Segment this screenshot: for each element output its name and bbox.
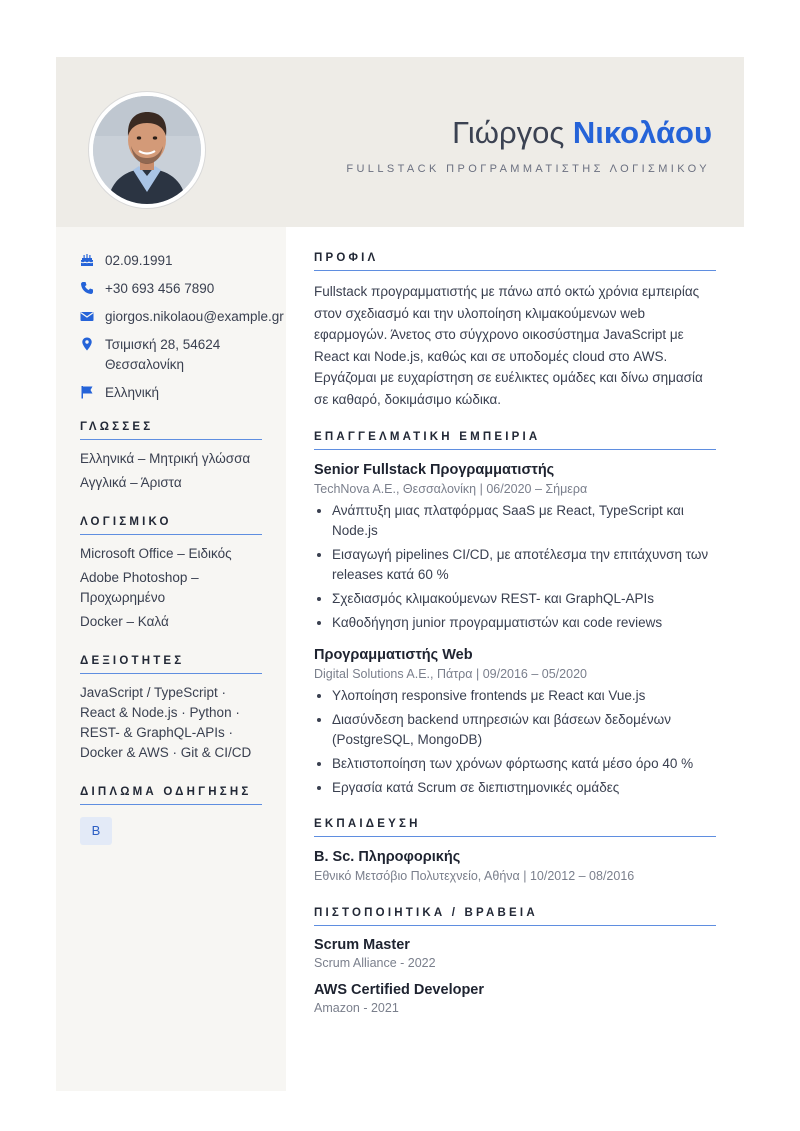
job-title: Senior Fullstack Προγραμματιστής — [314, 462, 555, 478]
main-content — [314, 227, 716, 1016]
software-heading: ΛΟΓΙΣΜΙΚΟ — [80, 516, 262, 535]
certificates-section — [314, 907, 716, 1016]
certificate-meta: Amazon - 2021 — [314, 1001, 399, 1015]
certificate-name: Scrum Master — [314, 937, 410, 953]
software-item: Docker – Καλά — [80, 614, 169, 629]
flag-icon — [80, 385, 94, 399]
last-name: Νικολάου — [572, 115, 712, 150]
job-meta: Digital Solutions A.E., Πάτρα | 09/2016 – 05/2020 — [314, 667, 587, 681]
contact-email — [80, 307, 286, 327]
job-bullets — [314, 686, 716, 798]
full-name — [452, 115, 712, 151]
software-item: Adobe Photoshop – Προχωρημένο — [80, 570, 199, 605]
profile-photo — [89, 92, 205, 208]
resume-header — [56, 57, 744, 227]
map-pin-icon — [80, 337, 94, 351]
job-title: FULLSTACK ΠΡΟΓΡΑΜΜΑΤΙΣΤΗΣ ΛΟΓΙΣΜΙΚΟΥ — [346, 163, 710, 175]
phone-icon — [80, 281, 94, 295]
address-value — [105, 335, 235, 375]
contact-address — [80, 335, 286, 375]
first-name: Γιώργος — [452, 115, 565, 150]
job-bullet: • Διασύνδεση backend υπηρεσιών και βάσεων δεδομένων (PostgreSQL, MongoDB) — [332, 710, 716, 750]
cake-icon — [80, 253, 94, 267]
job-bullets — [314, 501, 716, 633]
education-section — [314, 818, 716, 885]
job-bullet: • Υλοποίηση responsive frontends με React και Vue.js — [332, 686, 716, 706]
address-line2: Θεσσαλονίκη — [105, 357, 185, 372]
profile-section — [314, 252, 716, 410]
license-section — [80, 786, 262, 845]
language-item: Αγγλικά – Άριστα — [80, 475, 182, 490]
job-meta: TechNova A.E., Θεσσαλονίκη | 06/2020 – Σήμερα — [314, 482, 588, 496]
profile-heading: ΠΡΟΦΙΛ — [314, 252, 716, 271]
contact-list — [80, 251, 286, 411]
software-item: Microsoft Office – Ειδικός — [80, 546, 232, 561]
skills-text: JavaScript / TypeScript · React & Node.js · Python · REST- & GraphQL-APIs · Docker & AWS · Git & CI/CD — [80, 685, 252, 760]
job-bullet: • Εισαγωγή pipelines CI/CD, με αποτέλεσμα την επιτάχυνση των releases κατά 60 % — [332, 545, 716, 585]
nationality-value: Ελληνική — [105, 385, 160, 400]
certificate-meta: Scrum Alliance - 2022 — [314, 956, 436, 970]
certificate-item — [314, 981, 716, 1016]
skills-section — [80, 655, 262, 767]
license-category-badge: B — [80, 817, 112, 845]
experience-heading: ΕΠΑΓΓΕΛΜΑΤΙΚΗ ΕΜΠΕΙΡΙΑ — [314, 431, 716, 450]
languages-section — [80, 421, 262, 497]
degree-meta: Εθνικό Μετσόβιο Πολυτεχνείο, Αθήνα | 10/2012 – 08/2016 — [314, 869, 635, 883]
job-entry — [314, 645, 716, 798]
birthday-value: 02.09.1991 — [105, 253, 173, 268]
phone-value[interactable]: +30 693 456 7890 — [105, 281, 215, 296]
resume-page — [56, 57, 744, 1091]
contact-nationality — [80, 383, 286, 403]
address-line1: Τσιμισκή 28, 54624 — [105, 337, 221, 352]
job-bullet: • Βελτιστοποίηση των χρόνων φόρτωσης κατά μέσο όρο 40 % — [332, 754, 716, 774]
software-section — [80, 516, 262, 636]
job-bullet: • Ανάπτυξη μιας πλατφόρμας SaaS με React, TypeScript και Node.js — [332, 501, 716, 541]
envelope-icon — [80, 309, 94, 323]
experience-section — [314, 431, 716, 798]
sidebar — [56, 227, 286, 1091]
languages-heading: ΓΛΩΣΣΕΣ — [80, 421, 262, 440]
contact-phone — [80, 279, 286, 299]
profile-text: Fullstack προγραμματιστής με πάνω από οκτώ χρόνια εμπειρίας στον σχεδιασμό και την υλοποίηση κλιμακούμενων web εφαρμογών. Άνετος στο σύγχρονο οικοσύστημα JavaScript με React και Node.js, καθώς και σε υποδομές cloud στο AWS. Εργάζομαι με ευχαρίστηση σε ευέλικτες ομάδες και δίνω σημασία σε καθαρό, δοκιμάσιμο κώδικα. — [314, 284, 703, 407]
language-item: Ελληνικά – Μητρική γλώσσα — [80, 451, 251, 466]
email-value[interactable]: giorgos.nikolaou@example.gr — [105, 309, 284, 324]
skills-heading: ΔΕΞΙΟΤΗΤΕΣ — [80, 655, 262, 674]
certificate-name: AWS Certified Developer — [314, 982, 485, 998]
degree-title: B. Sc. Πληροφορικής — [314, 849, 461, 865]
job-bullet: • Σχεδιασμός κλιμακούμενων REST- και GraphQL-APIs — [332, 589, 716, 609]
job-entry — [314, 460, 716, 633]
license-heading: ΔΙΠΛΩΜΑ ΟΔΗΓΗΣΗΣ — [80, 786, 262, 805]
certificate-item — [314, 936, 716, 971]
certificates-heading: ΠΙΣΤΟΠΟΙΗΤΙΚΑ / ΒΡΑΒΕΙΑ — [314, 907, 716, 926]
education-heading: ΕΚΠΑΙΔΕΥΣΗ — [314, 818, 716, 837]
job-bullet: • Εργασία κατά Scrum σε διεπιστημονικές ομάδες — [332, 778, 716, 798]
contact-birthday — [80, 251, 286, 271]
job-bullet: • Καθοδήγηση junior προγραμματιστών και code reviews — [332, 613, 716, 633]
job-title: Προγραμματιστής Web — [314, 647, 473, 663]
